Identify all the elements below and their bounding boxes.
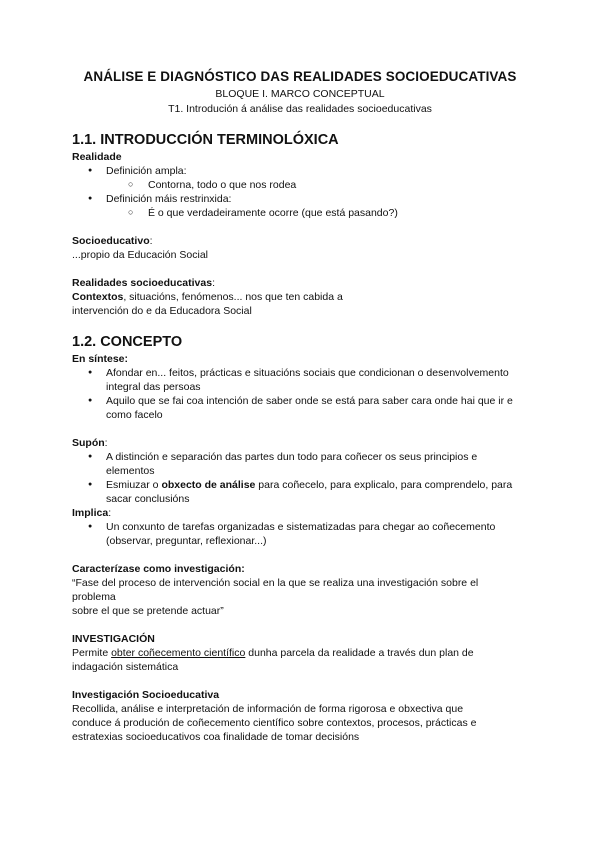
list-item: ● Aquilo que se fai coa intención de saber onde se está para saber cara onde hai que ir e como facelo — [72, 394, 526, 422]
implica-label: Implica — [72, 507, 109, 519]
section-heading-concepto: 1.2. CONCEPTO — [72, 334, 183, 350]
implica-list — [72, 520, 600, 548]
realidade-list — [72, 164, 600, 220]
list-item: ○ É o que verdadeiramente ocorre (que está pasando?) — [72, 206, 600, 220]
underlined-text: obter coñecemento científico — [111, 647, 246, 659]
contextos-line — [72, 290, 600, 304]
text: para coñecelo, para explicalo, para comprendelo, para sacar conclusións — [106, 479, 513, 505]
list-item: ● A distinción e separación das partes dun todo para coñecer os seus principios e elementos — [72, 450, 526, 478]
def-restrinxida: Definición máis restrinxida: — [106, 193, 232, 205]
supon-list — [72, 450, 600, 506]
invsoc-line-1: Recollida, análise e interpretación de información de forma rigorosa e obxectiva que — [72, 703, 464, 715]
obxecto-bold: obxecto de análise — [161, 479, 256, 491]
def-ampla: Definición ampla: — [106, 165, 187, 177]
supon-heading — [72, 436, 600, 450]
invsoc-line-3: estratexias socioeducativos coa finalidade de tomar decisións — [72, 731, 360, 743]
list-item — [72, 478, 526, 506]
investigacion-socioeducativa-label: Investigación Socioeducativa — [72, 689, 220, 701]
sintese-list — [72, 366, 600, 422]
socioeducativo-text: ...propio da Educación Social — [72, 249, 209, 261]
contextos-line-2: intervención do e da Educadora Social — [72, 305, 252, 317]
investigacion-label: INVESTIGACIÓN — [72, 633, 155, 645]
quote-line-3: sobre el que se pretende actuar” — [72, 605, 224, 617]
colon: : — [104, 437, 108, 449]
contextos-bold: Contextos — [72, 291, 124, 303]
quote-line-2: problema — [72, 591, 116, 603]
socioeducativo-label: Socioeducativo — [72, 235, 150, 247]
supon-label: Supón — [72, 437, 105, 449]
colon: : — [149, 235, 153, 247]
list-item — [72, 192, 600, 220]
colon: : — [108, 507, 112, 519]
socioeducativo-heading — [72, 234, 600, 248]
realidade-label: Realidade — [72, 151, 122, 163]
list-item: ● Un conxunto de tarefas organizadas e sistematizadas para chegar ao coñecemento (observar, preguntar, reflexionar...) — [72, 520, 526, 548]
realidades-label: Realidades socioeducativas — [72, 277, 213, 289]
text: dunha parcela da realidade a través dun plan de — [245, 647, 474, 659]
investigacion-line-2: indagación sistemática — [72, 661, 179, 673]
sub-list — [106, 206, 600, 220]
list-item: ○ Contorna, todo o que nos rodea — [72, 178, 600, 192]
text: Esmiuzar o — [106, 479, 162, 491]
list-item: ● Afondar en... feitos, prácticas e situacións sociais que condicionan o desenvolvemento integral das persoas — [72, 366, 526, 394]
investigacion-line-1 — [72, 646, 600, 660]
document-subtitle: BLOQUE I. MARCO CONCEPTUAL — [215, 88, 385, 100]
implica-heading — [72, 506, 600, 520]
list-item — [72, 164, 600, 192]
sub-list — [106, 178, 600, 192]
realidades-heading — [72, 276, 600, 290]
document-title: ANÁLISE E DIAGNÓSTICO DAS REALIDADES SOCIOEDUCATIVAS — [83, 69, 517, 84]
quote-line-1: “Fase del proceso de intervención social en la que se realiza una investigación sobre el — [72, 577, 479, 589]
colon: : — [212, 277, 215, 289]
text: Permite — [72, 647, 112, 659]
invsoc-line-2: conduce á produción de coñecemento científico sobre contextos, procesos, prácticas e — [72, 717, 477, 729]
section-heading-introduccion: 1.1. INTRODUCCIÓN TERMINOLÓXICA — [72, 132, 339, 148]
document-subtitle-topic: T1. Introdución á análise das realidades socioeducativas — [168, 103, 432, 115]
sintese-label: En síntese: — [72, 353, 129, 365]
caracterizase-label: Caracterízase como investigación: — [72, 563, 245, 575]
contextos-text: , situacións, fenómenos... nos que ten cabida a — [123, 291, 343, 303]
